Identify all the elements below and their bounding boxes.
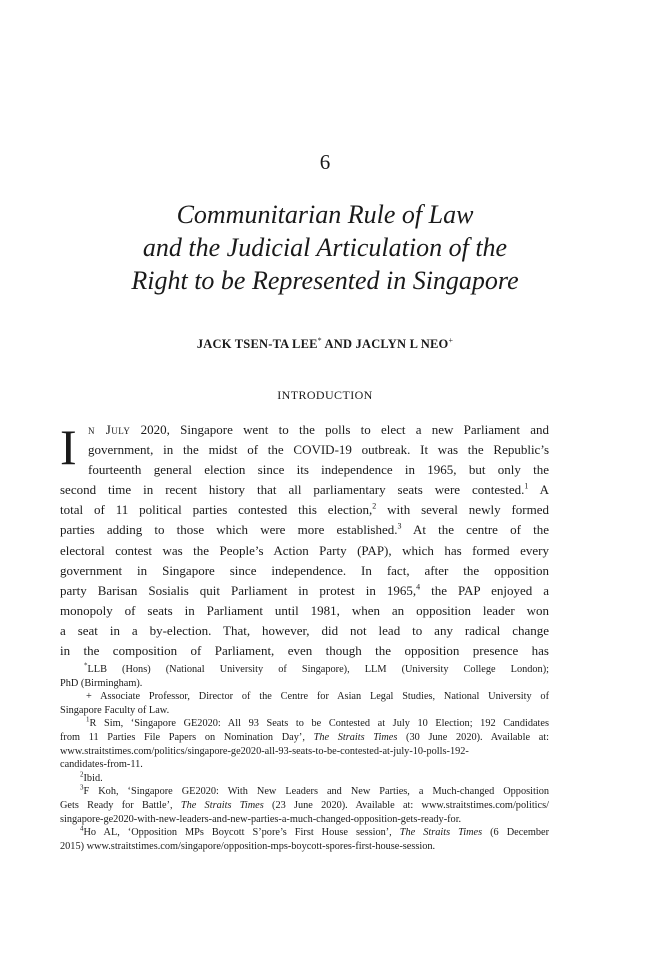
footnote-3-mark: 3: [80, 783, 84, 792]
footnote-ref-2[interactable]: 2: [372, 502, 377, 512]
footnotes: [60, 663, 549, 853]
footnote-3-url[interactable]: singapore-ge2020-with-new-leaders-and-new-parties-a-much-changed-opposition-gets-ready-for.: [60, 813, 462, 825]
body-line-7: electoral contest was the People’s Action Party (PAP), which has formed every: [60, 542, 549, 558]
footnote-ref-1[interactable]: 1: [524, 481, 529, 491]
author-1-note-mark: *: [317, 336, 322, 345]
author-1-name: JACK TSEN-TA LEE: [196, 337, 318, 352]
body-line-3: fourteenth general election since its independence in 1965, but only the: [88, 462, 549, 478]
footnote-1-line-2: from 11 Parties File Papers on Nomination Day’, The Straits Times (30 June 2020). Available at:: [60, 731, 549, 743]
body-line-6: parties adding to those which were more established.$^3$ At the centre of the: [60, 522, 549, 538]
footnote-star-cont: PhD (Birmingham).: [60, 677, 143, 689]
footnote-1-url[interactable]: www.straitstimes.com/politics/singapore-ge2020-all-93-seats-to-be-contested-at-july-10-polls-192-: [60, 745, 469, 757]
footnote-1: $^1$R Sim, ‘Singapore GE2020: All 93 Seats to be Contested at July 10 Election; 192 Candidates: [86, 715, 549, 730]
title-line-3: Right to be Represented in Singapore: [131, 266, 519, 295]
body-line-11: a seat in a by-election. That, however, did not lead to any radical change: [60, 622, 549, 638]
footnote-star-mark: *: [84, 661, 88, 670]
chapter-title: [40, 198, 610, 297]
body-line-5: total of 11 political parties contested this election,$^2$ with several newly formed: [60, 502, 549, 518]
lead-in-smallcaps: n July: [88, 422, 131, 437]
author-2-note-mark: +: [448, 336, 454, 345]
chapter-number: 6: [319, 150, 331, 174]
body-line-10: monopoly of seats in Parliament until 1981, when an opposition leader won: [60, 602, 549, 618]
body-line-4: second time in recent history that all parliamentary seats were contested.$^1$ A: [60, 481, 549, 498]
footnote-ref-4[interactable]: 4: [416, 582, 421, 592]
footnote-4: $^4$Ho AL, ‘Opposition MPs Boycott S’pore’s First House session’, The Straits Times (6 December: [80, 824, 549, 839]
footnote-3-line-2: Gets Ready for Battle’, The Straits Times (23 June 2020). Available at: www.straitstimes.com/politics/: [60, 799, 549, 811]
footnote-1-mark: 1: [86, 715, 90, 724]
body-line-12: in the composition of Parliament, even though the opposition presence has: [60, 643, 549, 659]
footnote-1-url-cont[interactable]: candidates-from-11.: [60, 759, 143, 771]
author-2-name: JACLYN L NEO: [355, 337, 449, 352]
section-heading: INTRODUCTION: [277, 388, 373, 402]
footnote-3: $^3$F Koh, ‘Singapore GE2020: With New Leaders and New Parties, a Much-changed Opposition: [80, 783, 549, 798]
footnote-plus-mark: +: [86, 691, 92, 703]
chapter-authors: [0, 336, 650, 352]
footnote-2: $^2$Ibid.: [80, 770, 103, 784]
body-line-8: government in Singapore since independence. In fact, after the opposition: [60, 562, 549, 578]
footnote-star: *LLB (Hons) (National University of Singapore), LLM (University College London);: [84, 661, 549, 675]
footnote-plus-cont: Singapore Faculty of Law.: [60, 704, 170, 716]
body-line-2: government, in the midst of the COVID-19 outbreak. It was the Republic’s: [88, 442, 549, 458]
footnote-4-mark: 4: [80, 824, 84, 833]
body-line-1: n July 2020, Singapore went to the polls to elect a new Parliament and: [88, 422, 550, 437]
author-conjunction: AND: [324, 337, 353, 352]
body-text: [60, 420, 549, 661]
footnote-plus: + Associate Professor, Director of the Centre for Asian Legal Studies, National University of: [86, 691, 550, 703]
footnote-ref-3[interactable]: 3: [397, 522, 402, 532]
footnote-4-url[interactable]: 2015) www.straitstimes.com/singapore/opposition-mps-boycott-spores-first-house-session.: [60, 840, 436, 852]
body-line-9: party Barisan Sosialis quit Parliament in protest in 1965,$^4$ the PAP enjoyed a: [60, 582, 549, 598]
drop-cap: I: [60, 419, 77, 475]
title-line-1: Communitarian Rule of Law: [176, 200, 474, 229]
title-line-2: and the Judicial Articulation of the: [142, 233, 508, 262]
footnote-2-mark: 2: [80, 770, 84, 779]
